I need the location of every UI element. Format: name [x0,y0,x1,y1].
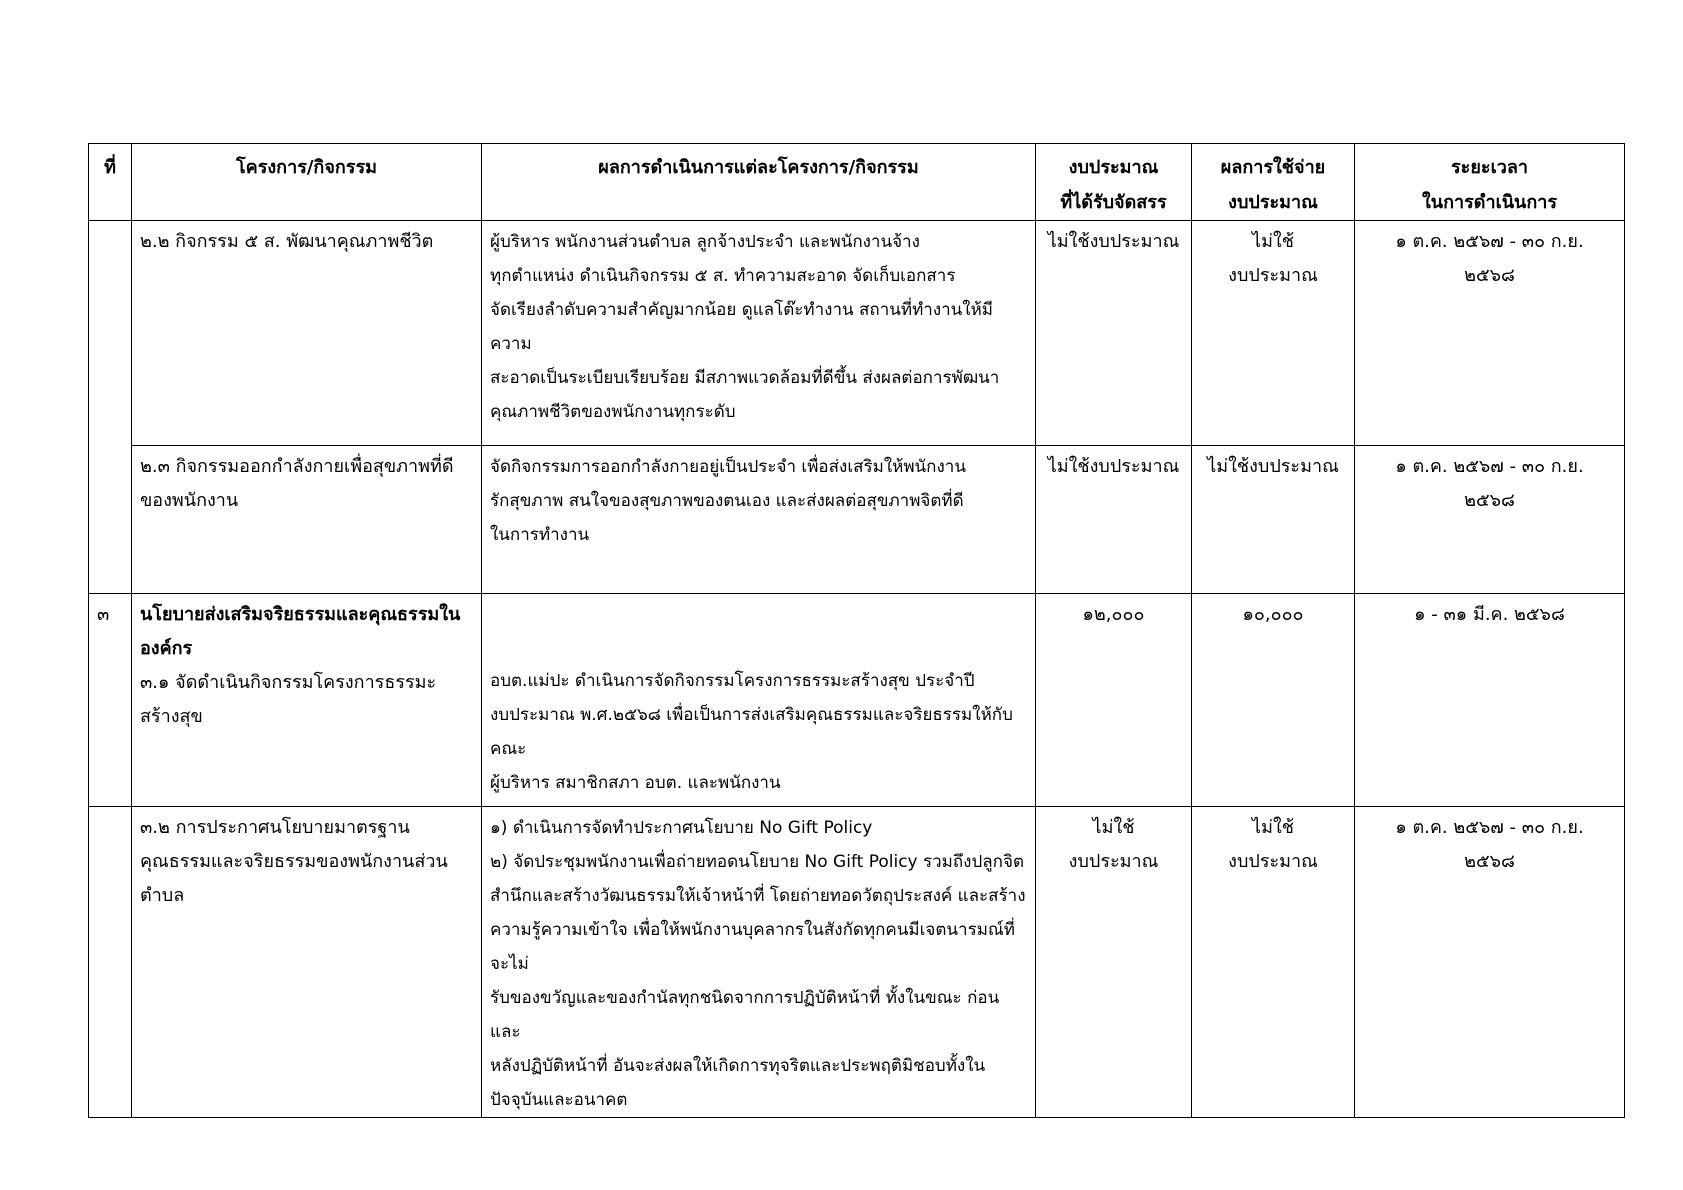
header-project: โครงการ/กิจกรรม [132,144,482,221]
row-number [89,221,132,594]
row-number: ๓ [89,594,132,807]
row-number [89,807,132,1118]
spent-cell: ไม่ใช้ งบประมาณ [1192,221,1355,446]
header-result: ผลการดำเนินการแต่ละโครงการ/กิจกรรม [482,144,1036,221]
budget-cell: ๑๒,๐๐๐ [1036,594,1192,807]
period-cell: ๑ ต.ค. ๒๕๖๗ - ๓๐ ก.ย. ๒๕๖๘ [1355,807,1625,1118]
header-spent: ผลการใช้จ่าย งบประมาณ [1192,144,1355,221]
project-cell: ๒.๒ กิจกรรม ๕ ส. พัฒนาคุณภาพชีวิต [132,221,482,446]
project-cell: ๓.๒ การประกาศนโยบายมาตรฐานคุณธรรมและจริยธรรมของพนักงานส่วนตำบล [132,807,482,1118]
policy-topic: นโยบายส่งเสริมจริยธรรมและคุณธรรมในองค์กร [140,604,461,659]
period-cell: ๑ ต.ค. ๒๕๖๗ - ๓๐ ก.ย. ๒๕๖๘ [1355,221,1625,446]
period-cell: ๑ ต.ค. ๒๕๖๗ - ๓๐ ก.ย. ๒๕๖๘ [1355,446,1625,594]
spent-cell: ๑๐,๐๐๐ [1192,594,1355,807]
spent-cell: ไม่ใช้ งบประมาณ [1192,807,1355,1118]
spent-cell: ไม่ใช้งบประมาณ [1192,446,1355,594]
table-row [89,221,1625,446]
budget-cell: ไม่ใช้ งบประมาณ [1036,807,1192,1118]
budget-cell: ไม่ใช้งบประมาณ [1036,446,1192,594]
table-row [89,594,1625,807]
project-cell: ๒.๓ กิจกรรมออกกำลังกายเพื่อสุขภาพที่ดีของพนักงาน [132,446,482,594]
header-period: ระยะเวลา ในการดำเนินการ [1355,144,1625,221]
table-row [89,807,1625,1118]
header-no: ที่ [89,144,132,221]
report-table [88,143,1625,1118]
table-row [89,446,1625,594]
result-cell: ผู้บริหาร พนักงานส่วนตำบล ลูกจ้างประจำ และพนักงานจ้าง ทุกตำแหน่ง ดำเนินกิจกรรม ๕ ส. ทำความสะอาด จัดเก็บเอกสาร จัดเรียงลำดับความสำคัญมากน้อย ดูแลโต๊ะทำงาน สถานที่ทำงานให้มีความ สะอาดเป็นระเบียบเรียบร้อย มีสภาพแวดล้อมที่ดีขึ้น ส่งผลต่อการพัฒนา คุณภาพชีวิตของพนักงานทุกระดับ [482,221,1036,446]
result-cell: ๑) ดำเนินการจัดทำประกาศนโยบาย No Gift Policy ๒) จัดประชุมพนักงานเพื่อถ่ายทอดนโยบาย No Gift Policy รวมถึงปลูกจิต สำนึกและสร้างวัฒนธรรมให้เจ้าหน้าที่ โดยถ่ายทอดวัตถุประสงค์ และสร้าง ความรู้ความเข้าใจ เพื่อให้พนักงานบุคลากรในสังกัดทุกคนมีเจตนารมณ์ที่จะไม่ รับของขวัญและของกำนัลทุกชนิดจากการปฏิบัติหน้าที่ ทั้งในขณะ ก่อน และ หลังปฏิบัติหน้าที่ อันจะส่งผลให้เกิดการทุจริตและประพฤติมิชอบทั้งใน ปัจจุบันและอนาคต [482,807,1036,1118]
result-cell: อบต.แม่ปะ ดำเนินการจัดกิจกรรมโครงการธรรมะสร้างสุข ประจำปี งบประมาณ พ.ศ.๒๕๖๘ เพื่อเป็นการส่งเสริมคุณธรรมและจริยธรรมให้กับคณะ ผู้บริหาร สมาชิกสภา อบต. และพนักงาน [482,594,1036,807]
header-row [89,144,1625,221]
period-cell: ๑ - ๓๑ มี.ค. ๒๕๖๘ [1355,594,1625,807]
result-cell: จัดกิจกรรมการออกกำลังกายอยู่เป็นประจำ เพื่อส่งเสริมให้พนักงาน รักสุขภาพ สนใจของสุขภาพของตนเอง และส่งผลต่อสุขภาพจิตที่ดี ในการทำงาน [482,446,1036,594]
budget-cell: ไม่ใช้งบประมาณ [1036,221,1192,446]
header-budget: งบประมาณ ที่ได้รับจัดสรร [1036,144,1192,221]
project-cell: นโยบายส่งเสริมจริยธรรมและคุณธรรมในองค์กร ๓.๑ จัดดำเนินกิจกรรมโครงการธรรมะสร้างสุข [132,594,482,807]
